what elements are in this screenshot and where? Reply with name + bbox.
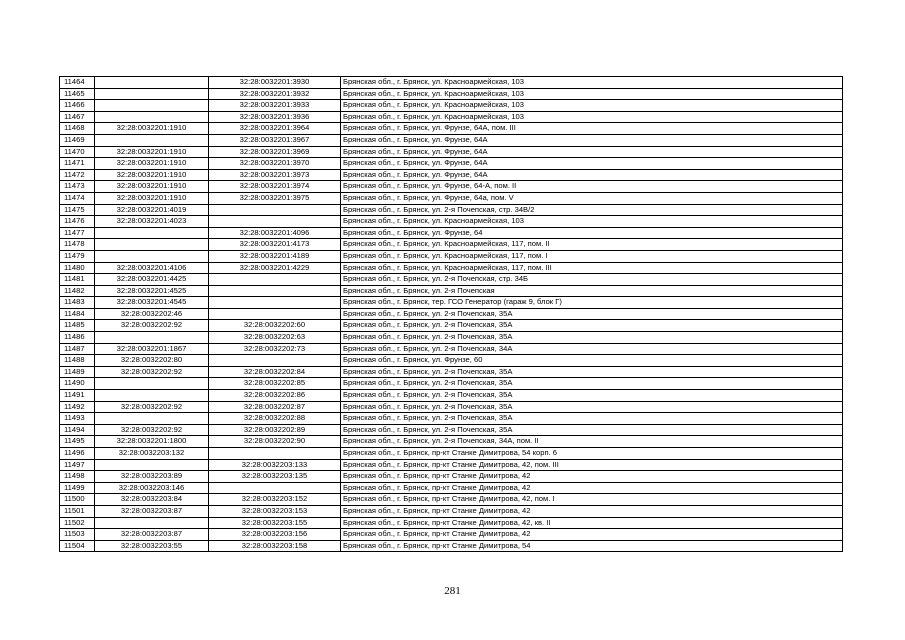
cadastral-table (59, 76, 843, 552)
table-row (60, 77, 843, 89)
table-row (60, 181, 843, 193)
address-cell: Брянская обл., г. Брянск, пр-кт Станке Димитрова, 42 (341, 529, 843, 541)
parcel-cadastral-cell (95, 390, 209, 402)
table-row (60, 401, 843, 413)
table-row (60, 274, 843, 286)
row-number-cell: 11468 (60, 123, 95, 135)
address-cell: Брянская обл., г. Брянск, ул. Фрунзе, 64-А, пом. II (341, 181, 843, 193)
row-number-cell: 11465 (60, 88, 95, 100)
parcel-cadastral-cell (95, 88, 209, 100)
object-cadastral-cell (209, 204, 341, 216)
row-number-cell: 11500 (60, 494, 95, 506)
table-row (60, 424, 843, 436)
table-row (60, 540, 843, 552)
table-row (60, 250, 843, 262)
address-cell: Брянская обл., г. Брянск, ул. Фрунзе, 64А (341, 169, 843, 181)
address-cell: Брянская обл., г. Брянск, ул. Красноармейская, 103 (341, 111, 843, 123)
row-number-cell: 11484 (60, 308, 95, 320)
object-cadastral-cell: 32:28:0032201:3970 (209, 158, 341, 170)
row-number-cell: 11467 (60, 111, 95, 123)
parcel-cadastral-cell: 32:28:0032202:92 (95, 366, 209, 378)
object-cadastral-cell: 32:28:0032203:153 (209, 505, 341, 517)
table-row (60, 505, 843, 517)
object-cadastral-cell: 32:28:0032201:3964 (209, 123, 341, 135)
parcel-cadastral-cell: 32:28:0032202:80 (95, 355, 209, 367)
parcel-cadastral-cell (95, 459, 209, 471)
parcel-cadastral-cell: 32:28:0032203:87 (95, 505, 209, 517)
row-number-cell: 11474 (60, 192, 95, 204)
table-row (60, 100, 843, 112)
object-cadastral-cell: 32:28:0032202:60 (209, 320, 341, 332)
object-cadastral-cell: 32:28:0032201:3974 (209, 181, 341, 193)
table-row (60, 471, 843, 483)
row-number-cell: 11490 (60, 378, 95, 390)
object-cadastral-cell: 32:28:0032202:88 (209, 413, 341, 425)
address-cell: Брянская обл., г. Брянск, ул. Красноармейская, 103 (341, 88, 843, 100)
address-cell: Брянская обл., г. Брянск, ул. Фрунзе, 64А (341, 146, 843, 158)
parcel-cadastral-cell: 32:28:0032203:132 (95, 448, 209, 460)
address-cell: Брянская обл., г. Брянск, ул. Фрунзе, 64а, пом. V (341, 192, 843, 204)
row-number-cell: 11472 (60, 169, 95, 181)
address-cell: Брянская обл., г. Брянск, ул. Красноармейская, 117, пом. III (341, 262, 843, 274)
parcel-cadastral-cell: 32:28:0032203:87 (95, 529, 209, 541)
row-number-cell: 11502 (60, 517, 95, 529)
table-row (60, 227, 843, 239)
table-row (60, 134, 843, 146)
row-number-cell: 11504 (60, 540, 95, 552)
parcel-cadastral-cell (95, 517, 209, 529)
object-cadastral-cell: 32:28:0032202:85 (209, 378, 341, 390)
table-row (60, 343, 843, 355)
object-cadastral-cell (209, 216, 341, 228)
row-number-cell: 11499 (60, 482, 95, 494)
table-row (60, 158, 843, 170)
parcel-cadastral-cell: 32:28:0032201:1910 (95, 158, 209, 170)
object-cadastral-cell (209, 274, 341, 286)
object-cadastral-cell: 32:28:0032201:3932 (209, 88, 341, 100)
parcel-cadastral-cell: 32:28:0032203:146 (95, 482, 209, 494)
object-cadastral-cell: 32:28:0032203:152 (209, 494, 341, 506)
parcel-cadastral-cell: 32:28:0032203:55 (95, 540, 209, 552)
address-cell: Брянская обл., г. Брянск, пр-кт Станке Димитрова, 42 (341, 505, 843, 517)
row-number-cell: 11485 (60, 320, 95, 332)
object-cadastral-cell (209, 355, 341, 367)
address-cell: Брянская обл., г. Брянск, пр-кт Станке Димитрова, 54 (341, 540, 843, 552)
address-cell: Брянская обл., г. Брянск, ул. 2-я Почепская, 35А (341, 366, 843, 378)
address-cell: Брянская обл., г. Брянск, ул. 2-я Почепская, 35А (341, 424, 843, 436)
row-number-cell: 11471 (60, 158, 95, 170)
table-row (60, 517, 843, 529)
row-number-cell: 11498 (60, 471, 95, 483)
row-number-cell: 11464 (60, 77, 95, 89)
row-number-cell: 11477 (60, 227, 95, 239)
row-number-cell: 11503 (60, 529, 95, 541)
address-cell: Брянская обл., г. Брянск, пр-кт Станке Димитрова, 42, кв. II (341, 517, 843, 529)
parcel-cadastral-cell (95, 134, 209, 146)
parcel-cadastral-cell (95, 250, 209, 262)
address-cell: Брянская обл., г. Брянск, ул. 2-я Почепская, 34А, пом. II (341, 436, 843, 448)
row-number-cell: 11501 (60, 505, 95, 517)
table-row (60, 262, 843, 274)
parcel-cadastral-cell (95, 77, 209, 89)
parcel-cadastral-cell (95, 239, 209, 251)
address-cell: Брянская обл., г. Брянск, ул. Фрунзе, 60 (341, 355, 843, 367)
row-number-cell: 11483 (60, 297, 95, 309)
object-cadastral-cell (209, 482, 341, 494)
table-row (60, 332, 843, 344)
table-row (60, 204, 843, 216)
row-number-cell: 11489 (60, 366, 95, 378)
address-cell: Брянская обл., г. Брянск, ул. Фрунзе, 64А (341, 134, 843, 146)
address-cell: Брянская обл., г. Брянск, ул. Красноармейская, 103 (341, 216, 843, 228)
object-cadastral-cell: 32:28:0032203:158 (209, 540, 341, 552)
object-cadastral-cell (209, 285, 341, 297)
address-cell: Брянская обл., г. Брянск, ул. Красноармейская, 103 (341, 77, 843, 89)
address-cell: Брянская обл., г. Брянск, пр-кт Станке Димитрова, 42, пом. I (341, 494, 843, 506)
row-number-cell: 11487 (60, 343, 95, 355)
object-cadastral-cell: 32:28:0032203:135 (209, 471, 341, 483)
object-cadastral-cell: 32:28:0032201:3975 (209, 192, 341, 204)
address-cell: Брянская обл., г. Брянск, ул. Фрунзе, 64 (341, 227, 843, 239)
object-cadastral-cell: 32:28:0032201:3967 (209, 134, 341, 146)
object-cadastral-cell: 32:28:0032202:87 (209, 401, 341, 413)
parcel-cadastral-cell (95, 413, 209, 425)
parcel-cadastral-cell: 32:28:0032201:4023 (95, 216, 209, 228)
row-number-cell: 11481 (60, 274, 95, 286)
table-row (60, 482, 843, 494)
table-row (60, 390, 843, 402)
object-cadastral-cell: 32:28:0032202:90 (209, 436, 341, 448)
address-cell: Брянская обл., г. Брянск, ул. 2-я Почепская, 35А (341, 401, 843, 413)
table-row (60, 308, 843, 320)
table-row (60, 366, 843, 378)
parcel-cadastral-cell: 32:28:0032201:4106 (95, 262, 209, 274)
address-cell: Брянская обл., г. Брянск, ул. 2-я Почепская (341, 285, 843, 297)
address-cell: Брянская обл., г. Брянск, ул. 2-я Почепская, 34А (341, 343, 843, 355)
row-number-cell: 11479 (60, 250, 95, 262)
table-row (60, 297, 843, 309)
parcel-cadastral-cell (95, 332, 209, 344)
row-number-cell: 11488 (60, 355, 95, 367)
row-number-cell: 11495 (60, 436, 95, 448)
address-cell: Брянская обл., г. Брянск, ул. Фрунзе, 64А, пом. III (341, 123, 843, 135)
object-cadastral-cell: 32:28:0032202:89 (209, 424, 341, 436)
table-row (60, 436, 843, 448)
address-cell: Брянская обл., г. Брянск, ул. 2-я Почепская, стр. 34В/2 (341, 204, 843, 216)
address-cell: Брянская обл., г. Брянск, ул. 2-я Почепская, 35А (341, 332, 843, 344)
table-row (60, 459, 843, 471)
address-cell: Брянская обл., г. Брянск, ул. 2-я Почепская, 35А (341, 308, 843, 320)
address-cell: Брянская обл., г. Брянск, ул. 2-я Почепская, 35А (341, 320, 843, 332)
table-row (60, 146, 843, 158)
parcel-cadastral-cell: 32:28:0032201:1867 (95, 343, 209, 355)
table-row (60, 413, 843, 425)
row-number-cell: 11473 (60, 181, 95, 193)
address-cell: Брянская обл., г. Брянск, ул. Красноармейская, 117, пом. I (341, 250, 843, 262)
row-number-cell: 11476 (60, 216, 95, 228)
parcel-cadastral-cell: 32:28:0032203:84 (95, 494, 209, 506)
object-cadastral-cell: 32:28:0032201:3933 (209, 100, 341, 112)
parcel-cadastral-cell: 32:28:0032202:46 (95, 308, 209, 320)
object-cadastral-cell (209, 308, 341, 320)
object-cadastral-cell: 32:28:0032201:4096 (209, 227, 341, 239)
address-cell: Брянская обл., г. Брянск, ул. Красноармейская, 103 (341, 100, 843, 112)
parcel-cadastral-cell: 32:28:0032201:1910 (95, 146, 209, 158)
address-cell: Брянская обл., г. Брянск, ул. 2-я Почепская, 35А (341, 390, 843, 402)
row-number-cell: 11486 (60, 332, 95, 344)
table-row (60, 216, 843, 228)
address-cell: Брянская обл., г. Брянск, ул. Фрунзе, 64А (341, 158, 843, 170)
parcel-cadastral-cell: 32:28:0032201:4425 (95, 274, 209, 286)
object-cadastral-cell (209, 297, 341, 309)
object-cadastral-cell: 32:28:0032201:3930 (209, 77, 341, 89)
row-number-cell: 11493 (60, 413, 95, 425)
parcel-cadastral-cell: 32:28:0032202:92 (95, 424, 209, 436)
parcel-cadastral-cell: 32:28:0032201:4019 (95, 204, 209, 216)
parcel-cadastral-cell (95, 378, 209, 390)
object-cadastral-cell: 32:28:0032201:4189 (209, 250, 341, 262)
row-number-cell: 11466 (60, 100, 95, 112)
row-number-cell: 11470 (60, 146, 95, 158)
address-cell: Брянская обл., г. Брянск, пр-кт Станке Димитрова, 42 (341, 482, 843, 494)
row-number-cell: 11480 (60, 262, 95, 274)
table-row (60, 285, 843, 297)
table-row (60, 448, 843, 460)
table-row (60, 355, 843, 367)
table-row (60, 239, 843, 251)
parcel-cadastral-cell: 32:28:0032201:4545 (95, 297, 209, 309)
object-cadastral-cell: 32:28:0032202:84 (209, 366, 341, 378)
object-cadastral-cell: 32:28:0032201:4229 (209, 262, 341, 274)
row-number-cell: 11492 (60, 401, 95, 413)
address-cell: Брянская обл., г. Брянск, ул. Красноармейская, 117, пом. II (341, 239, 843, 251)
parcel-cadastral-cell: 32:28:0032202:92 (95, 401, 209, 413)
address-cell: Брянская обл., г. Брянск, тер. ГСО Генератор (гараж 9, блок Г) (341, 297, 843, 309)
object-cadastral-cell (209, 448, 341, 460)
parcel-cadastral-cell: 32:28:0032201:1910 (95, 192, 209, 204)
parcel-cadastral-cell: 32:28:0032201:1910 (95, 169, 209, 181)
table-row (60, 378, 843, 390)
object-cadastral-cell: 32:28:0032203:155 (209, 517, 341, 529)
row-number-cell: 11478 (60, 239, 95, 251)
object-cadastral-cell: 32:28:0032201:4173 (209, 239, 341, 251)
parcel-cadastral-cell (95, 227, 209, 239)
address-cell: Брянская обл., г. Брянск, ул. 2-я Почепская, 35А (341, 378, 843, 390)
row-number-cell: 11475 (60, 204, 95, 216)
object-cadastral-cell: 32:28:0032202:63 (209, 332, 341, 344)
address-cell: Брянская обл., г. Брянск, пр-кт Станке Димитрова, 42 (341, 471, 843, 483)
parcel-cadastral-cell: 32:28:0032201:4525 (95, 285, 209, 297)
table-row (60, 111, 843, 123)
parcel-cadastral-cell: 32:28:0032202:92 (95, 320, 209, 332)
object-cadastral-cell: 32:28:0032203:156 (209, 529, 341, 541)
parcel-cadastral-cell (95, 100, 209, 112)
table-row (60, 320, 843, 332)
object-cadastral-cell: 32:28:0032201:3973 (209, 169, 341, 181)
address-cell: Брянская обл., г. Брянск, ул. 2-я Почепская, стр. 34Б (341, 274, 843, 286)
parcel-cadastral-cell: 32:28:0032201:1800 (95, 436, 209, 448)
parcel-cadastral-cell: 32:28:0032201:1910 (95, 181, 209, 193)
address-cell: Брянская обл., г. Брянск, пр-кт Станке Димитрова, 42, пом. III (341, 459, 843, 471)
table-row (60, 169, 843, 181)
table-row (60, 529, 843, 541)
table-row (60, 192, 843, 204)
address-cell: Брянская обл., г. Брянск, пр-кт Станке Димитрова, 54 корп. 6 (341, 448, 843, 460)
parcel-cadastral-cell: 32:28:0032201:1910 (95, 123, 209, 135)
object-cadastral-cell: 32:28:0032203:133 (209, 459, 341, 471)
object-cadastral-cell: 32:28:0032201:3969 (209, 146, 341, 158)
row-number-cell: 11469 (60, 134, 95, 146)
object-cadastral-cell: 32:28:0032202:73 (209, 343, 341, 355)
row-number-cell: 11491 (60, 390, 95, 402)
table-row (60, 494, 843, 506)
object-cadastral-cell: 32:28:0032201:3936 (209, 111, 341, 123)
cadastral-table-body (60, 77, 843, 552)
table-row (60, 123, 843, 135)
row-number-cell: 11482 (60, 285, 95, 297)
page-number: 281 (444, 585, 461, 597)
address-cell: Брянская обл., г. Брянск, ул. 2-я Почепская, 35А (341, 413, 843, 425)
parcel-cadastral-cell (95, 111, 209, 123)
object-cadastral-cell: 32:28:0032202:86 (209, 390, 341, 402)
parcel-cadastral-cell: 32:28:0032203:89 (95, 471, 209, 483)
row-number-cell: 11496 (60, 448, 95, 460)
table-row (60, 88, 843, 100)
row-number-cell: 11494 (60, 424, 95, 436)
row-number-cell: 11497 (60, 459, 95, 471)
